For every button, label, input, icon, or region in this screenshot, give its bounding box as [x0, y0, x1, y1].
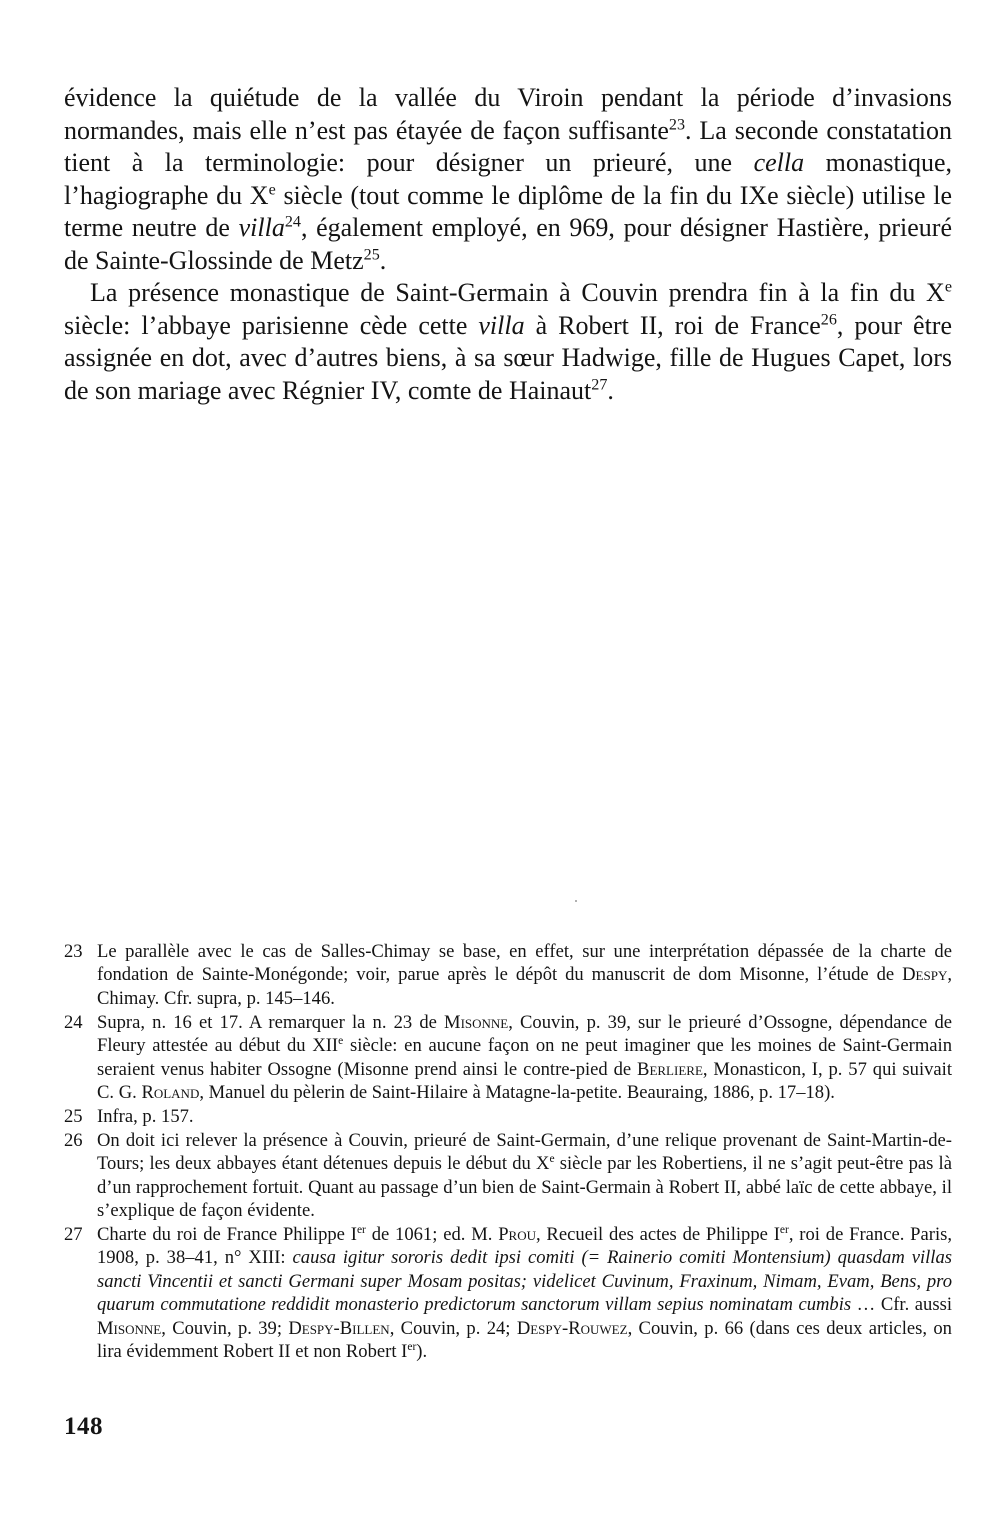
author-name: Despy-Billen: [288, 1317, 390, 1339]
ordinal-superscript: e: [268, 180, 276, 198]
latin-quotation: causa igitur sororis dedit ipsi comiti (= Rainerio comiti Montensium) quasdam villas sancti Vincentii et sancti Germani super Mosam positas; videlicet Cuvinum, Fraxinum, Nimam, Evam, Bens, pro quarum commutatione reddidit monasterio predictorum sanctorum villam sepius nominatam cumbis: [97, 1247, 953, 1316]
ordinal-superscript: e: [944, 278, 952, 296]
text-run: , Couvin, p. 24;: [389, 1317, 517, 1339]
text-run: . La seconde constatation tient à la terminologie: pour désigner un prieuré, une: [64, 115, 952, 177]
author-name: Berliere: [637, 1058, 703, 1080]
italic-term: villa: [478, 310, 525, 340]
footnote-ref-27: 27: [591, 375, 608, 393]
footnote-25: [64, 1105, 952, 1128]
ordinal-superscript: er: [779, 1223, 789, 1236]
footnote-27: [64, 1223, 952, 1363]
text-run: à Robert II, roi de France: [524, 310, 821, 340]
author-name: Despy: [902, 964, 948, 986]
main-text: [64, 82, 952, 407]
author-name: Misonne: [97, 1317, 162, 1339]
footnote-ref-24: 24: [284, 213, 301, 231]
ordinal-superscript: er: [407, 1341, 417, 1353]
footnote-number: 23: [64, 941, 83, 962]
text-run: , Couvin, p. 39;: [161, 1317, 289, 1339]
text-run: On doit ici relever la présence à Couvin, prieuré de Saint-Germain, d’une relique provenant de Saint-Martin-de-Tours; les deux abbayes étant détenues depuis le début du X: [97, 1129, 952, 1175]
page-number: 148: [64, 1413, 103, 1440]
text-run: , Manuel du pèlerin de Saint-Hilaire à Matagne-la-petite. Beauraing, 1886, p. 17–18).: [199, 1081, 835, 1103]
text-run: , également employé, en 969, pour désigner Hastière, prieuré de Sainte-Glossinde de Metz: [64, 213, 952, 275]
ordinal-superscript: e: [549, 1153, 555, 1166]
text-run: , Couvin, p. 66 (dans ces deux articles, on lira évidemment Robert II et non Robert I: [97, 1317, 952, 1362]
footnote-ref-26: 26: [820, 310, 837, 328]
author-name: Roland: [141, 1081, 200, 1103]
text-run: , Monasticon, I, p. 57 qui suivait C. G.: [97, 1058, 952, 1103]
footnote-number: 27: [64, 1223, 83, 1245]
text-run: .: [379, 245, 387, 275]
footnote-number: 25: [64, 1105, 83, 1127]
italic-term: cella: [753, 148, 805, 177]
author-name: Despy-Rouwez: [516, 1317, 628, 1339]
italic-term: villa: [238, 213, 285, 242]
ordinal-superscript: e: [338, 1035, 344, 1048]
text-run: Supra, n. 16 et 17. A remarquer la n. 23 de: [97, 1011, 445, 1033]
text-run: , Chimay. Cfr. supra, p. 145–146.: [97, 964, 952, 1009]
text-run: Le parallèle avec le cas de Salles-Chimay se base, en effet, sur une interprétation dépassée de la charte de fondation de Sainte-Monégonde; voir, parue après le dépôt du manuscrit de dom Misonne, l’étude de: [97, 941, 952, 986]
author-name: Prou: [498, 1223, 536, 1245]
text-run: Charte du roi de France Philippe I: [97, 1223, 357, 1245]
text-run: ).: [416, 1340, 428, 1362]
footnotes: [64, 940, 952, 1364]
text-run: évidence la quiétude de la vallée du Viroin pendant la période d’invasions normandes, mais elle n’est pas étayée de façon suffisante: [64, 83, 952, 145]
ordinal-superscript: er: [356, 1223, 366, 1236]
author-name: Misonne: [444, 1011, 509, 1033]
paragraph-2: [64, 277, 952, 407]
footnote-number: 24: [64, 1011, 83, 1033]
paragraph-1: [64, 82, 952, 277]
text-run: siècle: l’abbaye parisienne cède cette: [64, 310, 479, 340]
footnote-ref-23: 23: [668, 115, 685, 133]
text-run: , Couvin, p. 39, sur le prieuré d’Ossogne, dépendance de Fleury attestée au début du XII: [97, 1011, 952, 1057]
footnote-ref-25: 25: [363, 245, 380, 263]
scan-speck: [575, 900, 577, 902]
text-run: siècle: en aucune façon on ne peut imaginer que les moines de Saint-Germain seraient venus habiter Ossogne (Misonne prend ainsi le contre-pied de: [97, 1035, 953, 1080]
text-run: de 1061; ed. M.: [365, 1223, 499, 1245]
text-run: .: [607, 375, 614, 405]
text-run: La présence monastique de Saint-Germain à Couvin prendra fin à la fin du X: [90, 278, 945, 307]
text-run: siècle par les Robertiens, il ne s’agit peut-être pas là d’un rapprochement fortuit. Quant au passage d’un bien de Saint-Germain à Robert II, abbé laïc de cette abbaye, il s’explique de façon évidente.: [97, 1153, 952, 1221]
text-run: siècle (tout comme le diplôme de la fin du IXe siècle) utilise le terme neutre de: [64, 180, 952, 242]
text-run: , Recueil des actes de Philippe I: [535, 1223, 780, 1245]
text-run: , roi de France. Paris, 1908, p. 38–41, n° XIII:: [97, 1223, 952, 1269]
footnote-23: [64, 940, 952, 1010]
text-run: monastique, l’hagiographe du X: [64, 148, 952, 210]
footnote-24: [64, 1011, 952, 1105]
footnote-26: [64, 1129, 952, 1223]
text-run: … Cfr. aussi: [851, 1294, 952, 1316]
text-run: , pour être assignée en dot, avec d’autres biens, à sa sœur Hadwige, fille de Hugues Capet, lors de son mariage avec Régnier IV, comte de Hainaut: [64, 310, 952, 405]
text-run: Infra, p. 157.: [97, 1105, 194, 1127]
footnote-number: 26: [64, 1129, 83, 1151]
